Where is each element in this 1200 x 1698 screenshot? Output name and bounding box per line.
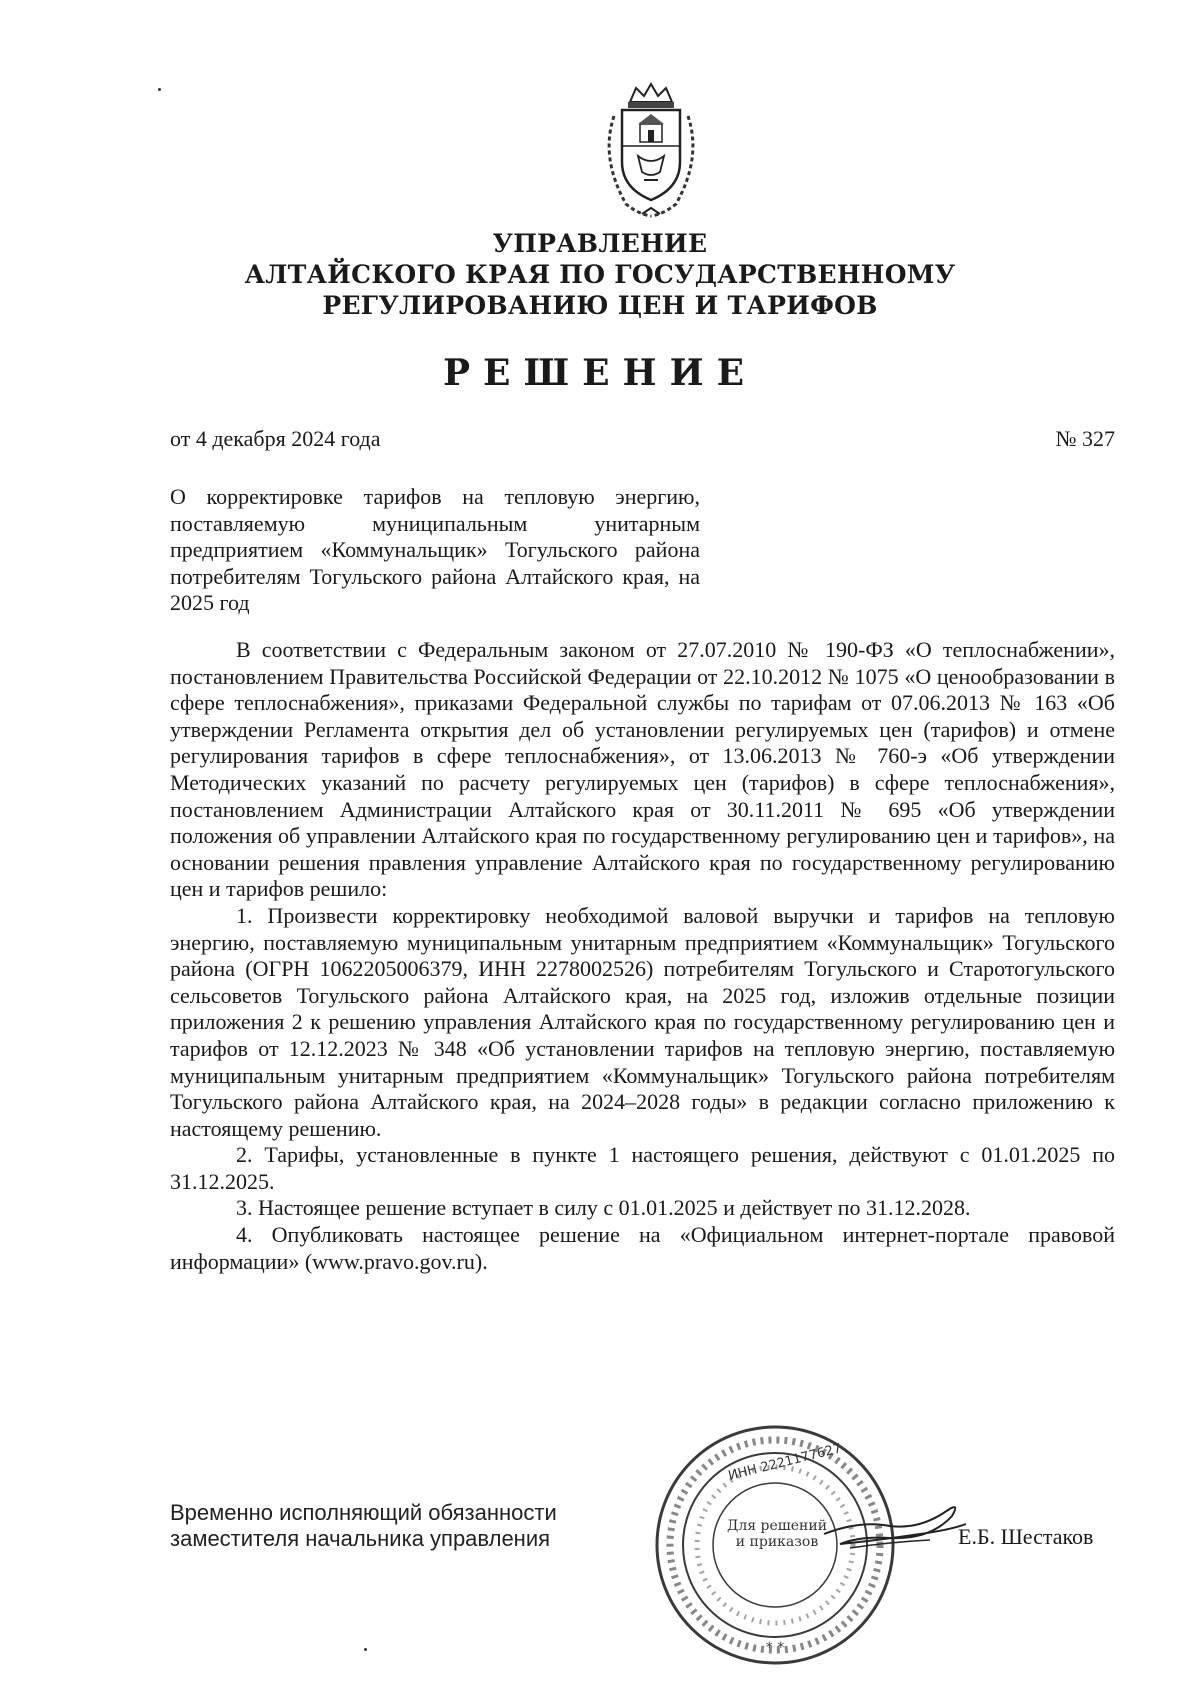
signer-name: Е.Б. Шестаков [958, 1524, 1094, 1549]
document-subject: О корректировке тарифов на тепловую энергию, поставляемую муниципальным унитарным предприятием «Коммунальщик» Тогульского района потребителям Тогульского района Алтайского края, на 2025 год [170, 484, 700, 615]
position-line-2: заместителя начальника управления [170, 1526, 551, 1551]
issuing-authority-header [150, 228, 1050, 321]
stamp-label-line-1: Для решений [726, 1518, 828, 1534]
item-4-paragraph: 4. Опубликовать настоящее решение на «Официальном интернет-портале правовой информации» (www.pravo.gov.ru). [170, 1222, 1115, 1274]
stamp-label-line-2: и приказов [735, 1534, 819, 1550]
altai-krai-coat-of-arms-icon [592, 80, 710, 220]
header-line-3: РЕГУЛИРОВАНИЮ ЦЕН И ТАРИФОВ [322, 291, 878, 320]
signatory-position [170, 1500, 557, 1552]
document-body [170, 637, 1115, 1275]
item-1-paragraph: 1. Произвести корректировку необходимой валовой выручки и тарифов на тепловую энергию, поставляемую муниципальным унитарным предприятием «Коммунальщик» Тогульского района (ОГРН 1062205006379, ИНН 2278002526) потребителям Тогульского и Старотогульского сельсоветов Тогульского района Алтайского края, на 2025 год, изложив отдельные позиции приложения 2 к решению управления Алтайского края по государственному регулированию цен и тарифов от 12.12.2023 № 348 «Об установлении тарифов на тепловую энергию, поставляемую муниципальным унитарным предприятием «Коммунальщик» Тогульского района потребителям Тогульского района Алтайского края, на 2024–2028 годы» в редакции согласно приложению к настоящему решению. [170, 902, 1115, 1141]
svg-text:* *: * * [765, 1640, 785, 1656]
header-line-2: АЛТАЙСКОГО КРАЯ ПО ГОСУДАРСТВЕННОМУ [244, 260, 956, 289]
scan-speck [364, 1648, 367, 1651]
item-3-paragraph: 3. Настоящее решение вступает в силу с 01.01.2025 и действует по 31.12.2028. [236, 1195, 971, 1221]
stamp-inn: ИНН 2221177627 [726, 1441, 844, 1484]
document-date: от 4 декабря 2024 года [170, 426, 381, 451]
document-type-title: РЕШЕНИЕ [442, 352, 758, 394]
item-2-paragraph: 2. Тарифы, установленные в пункте 1 настоящего решения, действуют с 01.01.2025 по 31.12.2025. [170, 1142, 1115, 1194]
preamble-paragraph: В соответствии с Федеральным законом от 27.07.2010 № 190-ФЗ «О теплоснабжении», постановлением Правительства Российской Федерации от 22.10.2012 № 1075 «О ценообразовании в сфере теплоснабжения», приказами Федеральной службы по тарифам от 07.06.2013 № 163 «Об утверждении Регламента открытия дел об установлении регулируемых цен (тарифов) и отмене регулирования тарифов в сфере теплоснабжения», от 13.06.2013 № 760-э «Об утверждении Методических указаний по расчету регулируемых цен (тарифов) в сфере теплоснабжения», постановлением Администрации Алтайского края от 30.11.2011 № 695 «Об утверждении положения об управлении Алтайского края по государственному регулированию цен и тарифов», на основании решения правления управление Алтайского края по государственному регулированию цен и тарифов решило: [170, 637, 1115, 902]
handwritten-signature-icon [820, 1490, 970, 1570]
scan-speck [158, 88, 161, 91]
document-number: № 327 [1055, 426, 1115, 451]
header-line-1: УПРАВЛЕНИЕ [492, 229, 708, 258]
position-line-1: Временно исполняющий обязанности [170, 1500, 557, 1525]
stamp-label [722, 1518, 832, 1550]
